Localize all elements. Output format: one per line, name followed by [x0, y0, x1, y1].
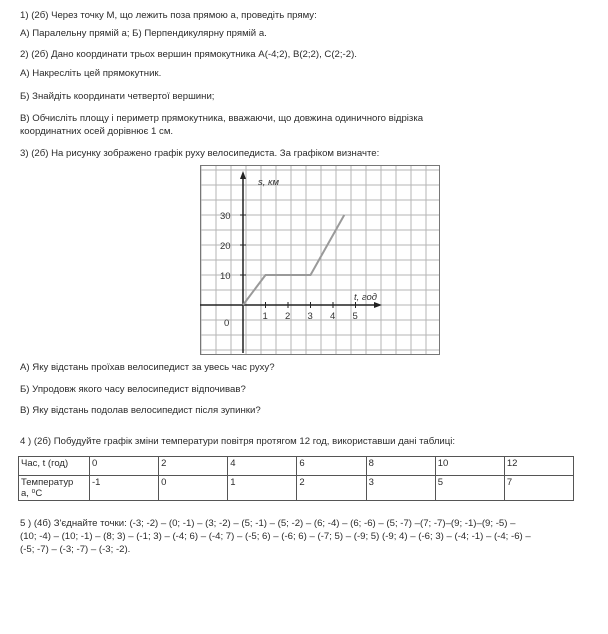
task4-title: 4 ) (2б) Побудуйте графік зміни температури повітря протягом 12 год, використавши дані таблиці: [20, 436, 456, 447]
x-tick-label: 3 [307, 311, 313, 322]
table-cell: -1 [90, 476, 159, 501]
x-tick-label: 5 [352, 311, 358, 322]
y-axis-arrow [240, 171, 246, 179]
table-cell: 0 [90, 457, 159, 476]
table-cell: 2 [159, 457, 228, 476]
task5-line2: (10; -4) – (10; -1) – (8; 3) – (-1; 3) – (-4; 6) – (-4; 7) – (-5; 6) – (-6; 6) – (-7; 5) – (-9; 5) (-9; 4) – (-6; 3) – (-4; -1) – (-4; -6) – [20, 531, 531, 542]
table-cell: 3 [366, 476, 435, 501]
table-cell: 5 [435, 476, 504, 501]
origin-label: 0 [224, 318, 230, 329]
time-header: Час, t (год) [19, 457, 90, 476]
table-row [19, 476, 574, 501]
temperature-table [18, 456, 574, 501]
table-cell: 1 [228, 476, 297, 501]
y-tick-label: 30 [220, 211, 231, 222]
task3-c: В) Яку відстань подолав велосипедист після зупинки? [20, 405, 261, 416]
task2-title: 2) (2б) Дано координати трьох вершин прямокутника А(-4;2), В(2;2), С(2;-2). [20, 49, 357, 60]
x-tick-label: 2 [285, 311, 291, 322]
task3-title: 3) (2б) На рисунку зображено графік руху велосипедиста. За графіком визначте: [20, 148, 380, 159]
task1-title: 1) (2б) Через точку М, що лежить поза прямою a, проведіть пряму: [20, 10, 317, 21]
task5-line3: (-5; -7) – (-3; -7) – (-3; -2). [20, 544, 131, 555]
table-cell: 0 [159, 476, 228, 501]
cyclist-motion-graph [200, 165, 440, 355]
table-cell: 6 [297, 457, 366, 476]
task5-line1: 5 ) (4б) З'єднайте точки: (-3; -2) – (0; -1) – (3; -2) – (5; -1) – (5; -2) – (6; -4) – (6; -6) – (5; -7) –(7; -7)–(9; -1)–(9; -5) – [20, 518, 516, 529]
table-row [19, 457, 574, 476]
task2-c-line1: В) Обчисліть площу і периметр прямокутника, вважаючи, що довжина одиничного відрізка [20, 113, 424, 124]
task2-b: Б) Знайдіть координати четвертої вершини; [20, 91, 215, 102]
task3-a: А) Яку відстань проїхав велосипедист за увесь час руху? [20, 362, 275, 373]
task1-options: А) Паралельну прямій a; Б) Перпендикулярну прямій a. [20, 28, 267, 39]
y-tick-labels [220, 211, 246, 282]
table-cell: 4 [228, 457, 297, 476]
table-cell: 8 [366, 457, 435, 476]
task3-b: Б) Упродовж якого часу велосипедист відпочивав? [20, 384, 246, 395]
y-axis-label: s, км [258, 177, 280, 188]
table-cell: 7 [504, 476, 573, 501]
y-tick-label: 10 [220, 271, 231, 282]
x-axis-label: t, год [354, 292, 378, 303]
x-tick-label: 1 [262, 311, 268, 322]
task2-c-line2: координатних осей дорівнює 1 см. [20, 126, 174, 137]
task2-a: А) Накресліть цей прямокутник. [20, 68, 162, 79]
table-cell: 10 [435, 457, 504, 476]
table-cell: 2 [297, 476, 366, 501]
temperature-header: Температур а, ⁰С [19, 476, 90, 501]
x-tick-label: 4 [330, 311, 336, 322]
y-tick-label: 20 [220, 241, 231, 252]
table-cell: 12 [504, 457, 573, 476]
